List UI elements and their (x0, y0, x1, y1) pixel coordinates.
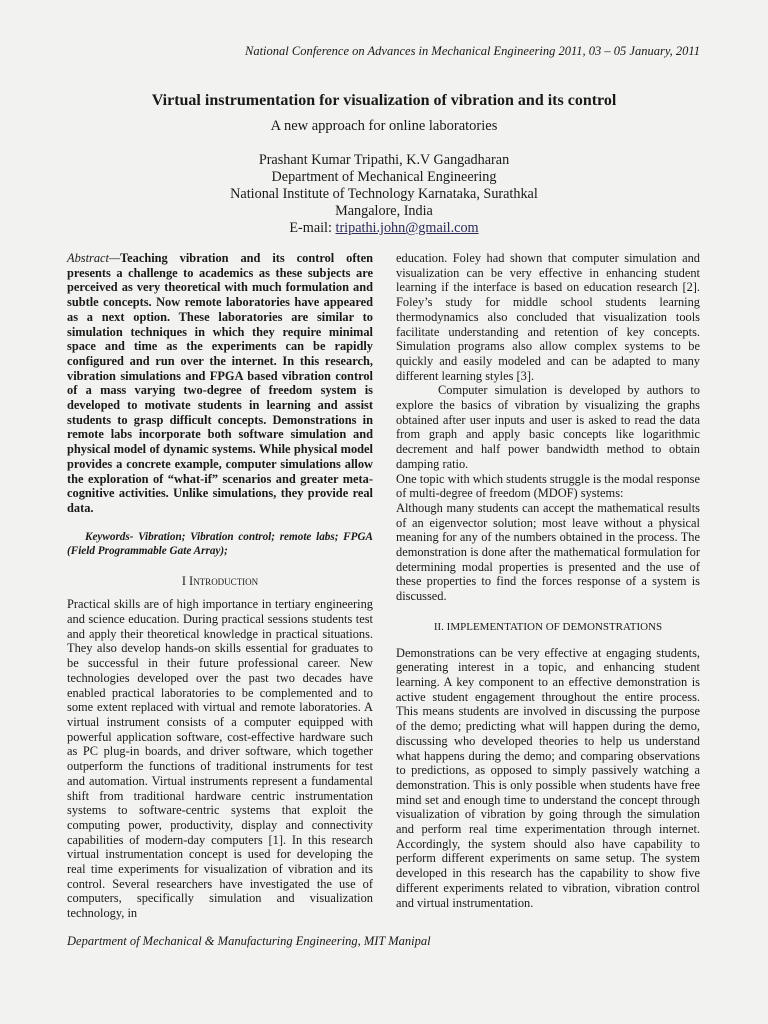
author-names: Prashant Kumar Tripathi, K.V Gangadharan (258, 152, 510, 168)
author-block (0, 152, 768, 237)
title-block (0, 92, 768, 237)
abstract-text: Teaching vibration and its control often presents a challenge to academics as these subjects are perceived as very theoretical with much formulation and subtle concepts. Now remote laboratories have appeared as a next option. These laboratories are similar to simulation techniques in which they require minimal space and time as the experiments can be rapidly configured and run over the internet. In this research, vibration simulations and FPGA based vibration control of a mass varying two-degree of freedom system is developed to motivate students in learning and assist students to grasp difficult concepts. Demonstrations in remote labs incorporate both software simulation and physical model of dynamic systems. While physical model provides a concrete example, computer simulations allow the exploration of “what-if” scenarios and greater meta-cognitive activities. Unlike simulations, they provide real data. (67, 251, 373, 515)
abstract (67, 251, 373, 516)
email-link[interactable]: tripathi.john@gmail.com (335, 220, 479, 236)
right-paragraph-4: Although many students can accept the mathematical results of an eigenvector solution; most leave without a physical meaning for any of the numbers obtained in the process. The demonstration is done after the mathematical formulation for determining modal properties is presented and the use of these properties to find the forces response of a system is discussed. (396, 500, 700, 604)
email-label: E-mail: (289, 220, 336, 236)
right-paragraph-2: Computer simulation is developed by authors to explore the basics of vibration by visualizing the graphs obtained after user inputs and user is asked to read the data from graph and apply basic concepts like logarithmic decrement and half power bandwidth method to obtain damping ratio. (396, 383, 700, 471)
section-1-title-rest: ntroduction (193, 573, 259, 588)
paper-subtitle: A new approach for online laboratories (270, 118, 498, 134)
left-column (67, 251, 373, 921)
section-1-numeral: I (181, 573, 190, 588)
right-paragraph-3: One topic with which students struggle is the modal response of multi-degree of freedom (MDOF) systems: (396, 471, 700, 501)
section-1-first-letter: I (189, 573, 194, 588)
right-paragraph-1: education. Foley had shown that computer simulation and visualization can be very effective in enhancing student learning if the interface is based on education research [2]. Foley’s study for middle school students learning thermodynamics also concluded that visualization tools facilitate understanding and retention of key concepts. Simulation programs also allow complex systems to be quickly and easily modeled and can be adapted to many different learning styles [3]. (396, 251, 700, 383)
page-footer: Department of Mechanical & Manufacturing Engineering, MIT Manipal (67, 934, 431, 948)
section-2-heading: II. IMPLEMENTATION OF DEMONSTRATIONS (433, 620, 663, 633)
section-1-heading (67, 574, 373, 589)
abstract-label: Abstract— (67, 251, 121, 265)
keywords: Keywords- Vibration; Vibration control; remote labs; FPGA (Field Programmable Gate Array); (67, 530, 373, 557)
author-department: Department of Mechanical Engineering (271, 169, 497, 185)
section-1-paragraph: Practical skills are of high importance in tertiary engineering and science education. During practical sessions students test and apply their theoretical knowledge in practical situations. They also develop hands-on skills essential for graduates to be successful in their future professional career. New technologies developed over the past two decades have enabled practical laboratories to be complemented and to some extent replaced with virtual and remote laboratories. A virtual instrument consists of a computer equipped with powerful application software, cost-effective hardware such as PC plug-in boards, and driver software, which together outperform the functions of traditional instruments for test and automation. Virtual instruments represent a fundamental shift from traditional hardware centric instrumentation systems to software-centric systems that exploit the computing power, productivity, display and connectivity capabilities of modern-day computers [1]. In this research virtual instrumentation concept is used for developing the real time experiments for visualization of vibration and its control. Several researchers have investigated the use of computers, specifically simulation and visualization technology, in (67, 597, 373, 921)
author-location: Mangalore, India (335, 203, 433, 219)
section-2-paragraph: Demonstrations can be very effective at engaging students, generating interest in a topic, and enhancing student learning. A key component to an effective demonstration is active student engagement throughout the entire process. This means students are involved in discussing the purpose of the demo; predicting what will happen during the demo, discussing who developed theories to help us understand what happens during the demo; and comparing observations to predictions, as opposed to simply passively watching a demonstration. This is only possible when students have free mind set and enough time to understand the concept through visualization of vibration by going through the simulation and perform real time experimentation through internet. Accordingly, the system should also have capability to perform different experiments on same setup. The system developed in this research has the capability to show five different experiments related to vibration, vibration control and virtual instrumentation. (396, 645, 700, 910)
author-institute: National Institute of Technology Karnataka, Surathkal (230, 186, 538, 202)
conference-header: National Conference on Advances in Mechanical Engineering 2011, 03 – 05 January, 2011 (244, 44, 700, 58)
author-email-line (0, 220, 768, 237)
paper-title: Virtual instrumentation for visualization of vibration and its control (151, 92, 617, 109)
right-column (396, 251, 700, 910)
